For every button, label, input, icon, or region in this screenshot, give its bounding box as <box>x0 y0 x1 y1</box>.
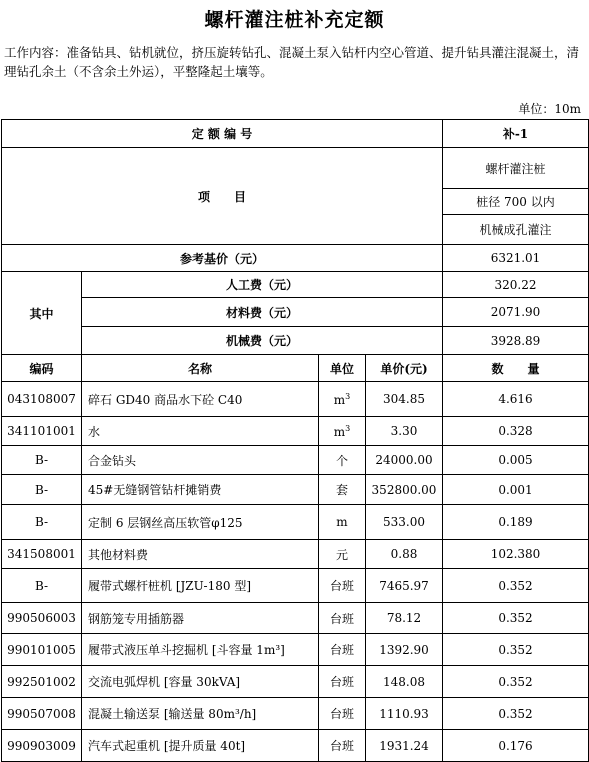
row-name: 履带式液压单斗挖掘机 [斗容量 1m³] <box>82 634 319 666</box>
row-qty: 0.352 <box>443 569 589 603</box>
row-unit: 台班 <box>319 634 366 666</box>
material-label: 材料费（元） <box>82 298 443 327</box>
row-unit: 元 <box>319 540 366 569</box>
table-row <box>2 730 589 762</box>
row-price: 24000.00 <box>366 446 443 475</box>
table-row <box>2 634 589 666</box>
row-code: B- <box>2 505 82 540</box>
row-unit: m <box>319 505 366 540</box>
labor-label: 人工费（元） <box>82 272 443 298</box>
col-header-name: 名称 <box>82 355 319 382</box>
row-name: 定制 6 层钢丝高压软管φ125 <box>82 505 319 540</box>
row-qty: 0.001 <box>443 475 589 505</box>
quota-table <box>1 119 589 762</box>
row-price: 78.12 <box>366 603 443 634</box>
row-unit: 台班 <box>319 603 366 634</box>
row-qty: 102.380 <box>443 540 589 569</box>
table-row <box>2 446 589 475</box>
row-unit: 台班 <box>319 730 366 762</box>
row-price: 7465.97 <box>366 569 443 603</box>
quota-code: 补-1 <box>443 120 589 148</box>
row-code: 043108007 <box>2 382 82 417</box>
item-spec-method: 机械成孔灌注 <box>443 215 589 245</box>
row-price: 1931.24 <box>366 730 443 762</box>
work-content: 工作内容：准备钻具、钻机就位，挤压旋转钻孔、混凝土泵入钻杆内空心管道、提升钻具灌注混凝土，清理钻孔余土（不含余土外运），平整隆起土壤等。 <box>4 45 580 79</box>
row-price: 1110.93 <box>366 698 443 730</box>
sheet-title: 螺杆灌注桩补充定额 <box>204 9 385 31</box>
row-unit: $m^3$ <box>319 382 366 417</box>
row-price: 148.08 <box>366 666 443 698</box>
col-header-code: 编码 <box>2 355 82 382</box>
row-qty: 0.189 <box>443 505 589 540</box>
row-code: 990101005 <box>2 634 82 666</box>
quota-label: 定 额 编 号 <box>2 120 443 148</box>
row-qty: 0.005 <box>443 446 589 475</box>
table-row <box>2 505 589 540</box>
row-unit: 台班 <box>319 666 366 698</box>
row-qty: 0.352 <box>443 698 589 730</box>
item-label: 项 目 <box>2 148 443 245</box>
row-name: 其他材料费 <box>82 540 319 569</box>
row-unit: 套 <box>319 475 366 505</box>
row-name: 交流电弧焊机 [容量 30kVA] <box>82 666 319 698</box>
base-price-value: 6321.01 <box>443 245 589 272</box>
row-name: 履带式螺杆桩机 [JZU-180 型] <box>82 569 319 603</box>
table-row <box>2 382 589 417</box>
row-unit: 台班 <box>319 569 366 603</box>
row-unit: 个 <box>319 446 366 475</box>
row-price: 3.30 <box>366 417 443 446</box>
item-name: 螺杆灌注桩 <box>443 148 589 189</box>
row-code: B- <box>2 446 82 475</box>
table-row <box>2 666 589 698</box>
table-row <box>2 417 589 446</box>
row-name: 碎石 GD40 商品水下砼 C40 <box>82 382 319 417</box>
row-price: 352800.00 <box>366 475 443 505</box>
row-qty: 0.352 <box>443 666 589 698</box>
col-header-unit: 单位 <box>319 355 366 382</box>
col-header-qty: 数 量 <box>443 355 589 382</box>
base-price-label: 参考基价（元） <box>2 245 443 272</box>
row-code: B- <box>2 569 82 603</box>
table-row <box>2 603 589 634</box>
row-code: B- <box>2 475 82 505</box>
table-row <box>2 698 589 730</box>
row-qty: 0.328 <box>443 417 589 446</box>
row-name: 钢筋笼专用插筋器 <box>82 603 319 634</box>
col-header-price: 单价(元) <box>366 355 443 382</box>
row-qty: 0.352 <box>443 634 589 666</box>
row-name: 45#无缝钢管钻杆摊销费 <box>82 475 319 505</box>
material-value: 2071.90 <box>443 298 589 327</box>
row-qty: 4.616 <box>443 382 589 417</box>
table-row <box>2 540 589 569</box>
row-name: 汽车式起重机 [提升质量 40t] <box>82 730 319 762</box>
row-price: 1392.90 <box>366 634 443 666</box>
row-name: 合金钻头 <box>82 446 319 475</box>
item-spec-diameter: 桩径 700 以内 <box>443 189 589 215</box>
row-code: 341508001 <box>2 540 82 569</box>
row-code: 341101001 <box>2 417 82 446</box>
row-code: 992501002 <box>2 666 82 698</box>
row-name: 水 <box>82 417 319 446</box>
among-label: 其中 <box>2 272 82 355</box>
row-unit: 台班 <box>319 698 366 730</box>
machine-label: 机械费（元） <box>82 327 443 355</box>
machine-value: 3928.89 <box>443 327 589 355</box>
row-price: 304.85 <box>366 382 443 417</box>
row-code: 990903009 <box>2 730 82 762</box>
row-name: 混凝土输送泵 [输送量 80m³/h] <box>82 698 319 730</box>
row-qty: 0.176 <box>443 730 589 762</box>
resource-rows <box>2 382 589 762</box>
table-row <box>2 569 589 603</box>
row-code: 990507008 <box>2 698 82 730</box>
row-unit: $m^3$ <box>319 417 366 446</box>
table-row <box>2 475 589 505</box>
row-qty: 0.352 <box>443 603 589 634</box>
labor-value: 320.22 <box>443 272 589 298</box>
row-code: 990506003 <box>2 603 82 634</box>
unit-label: 单位：10m <box>518 102 581 116</box>
row-price: 533.00 <box>366 505 443 540</box>
row-price: 0.88 <box>366 540 443 569</box>
